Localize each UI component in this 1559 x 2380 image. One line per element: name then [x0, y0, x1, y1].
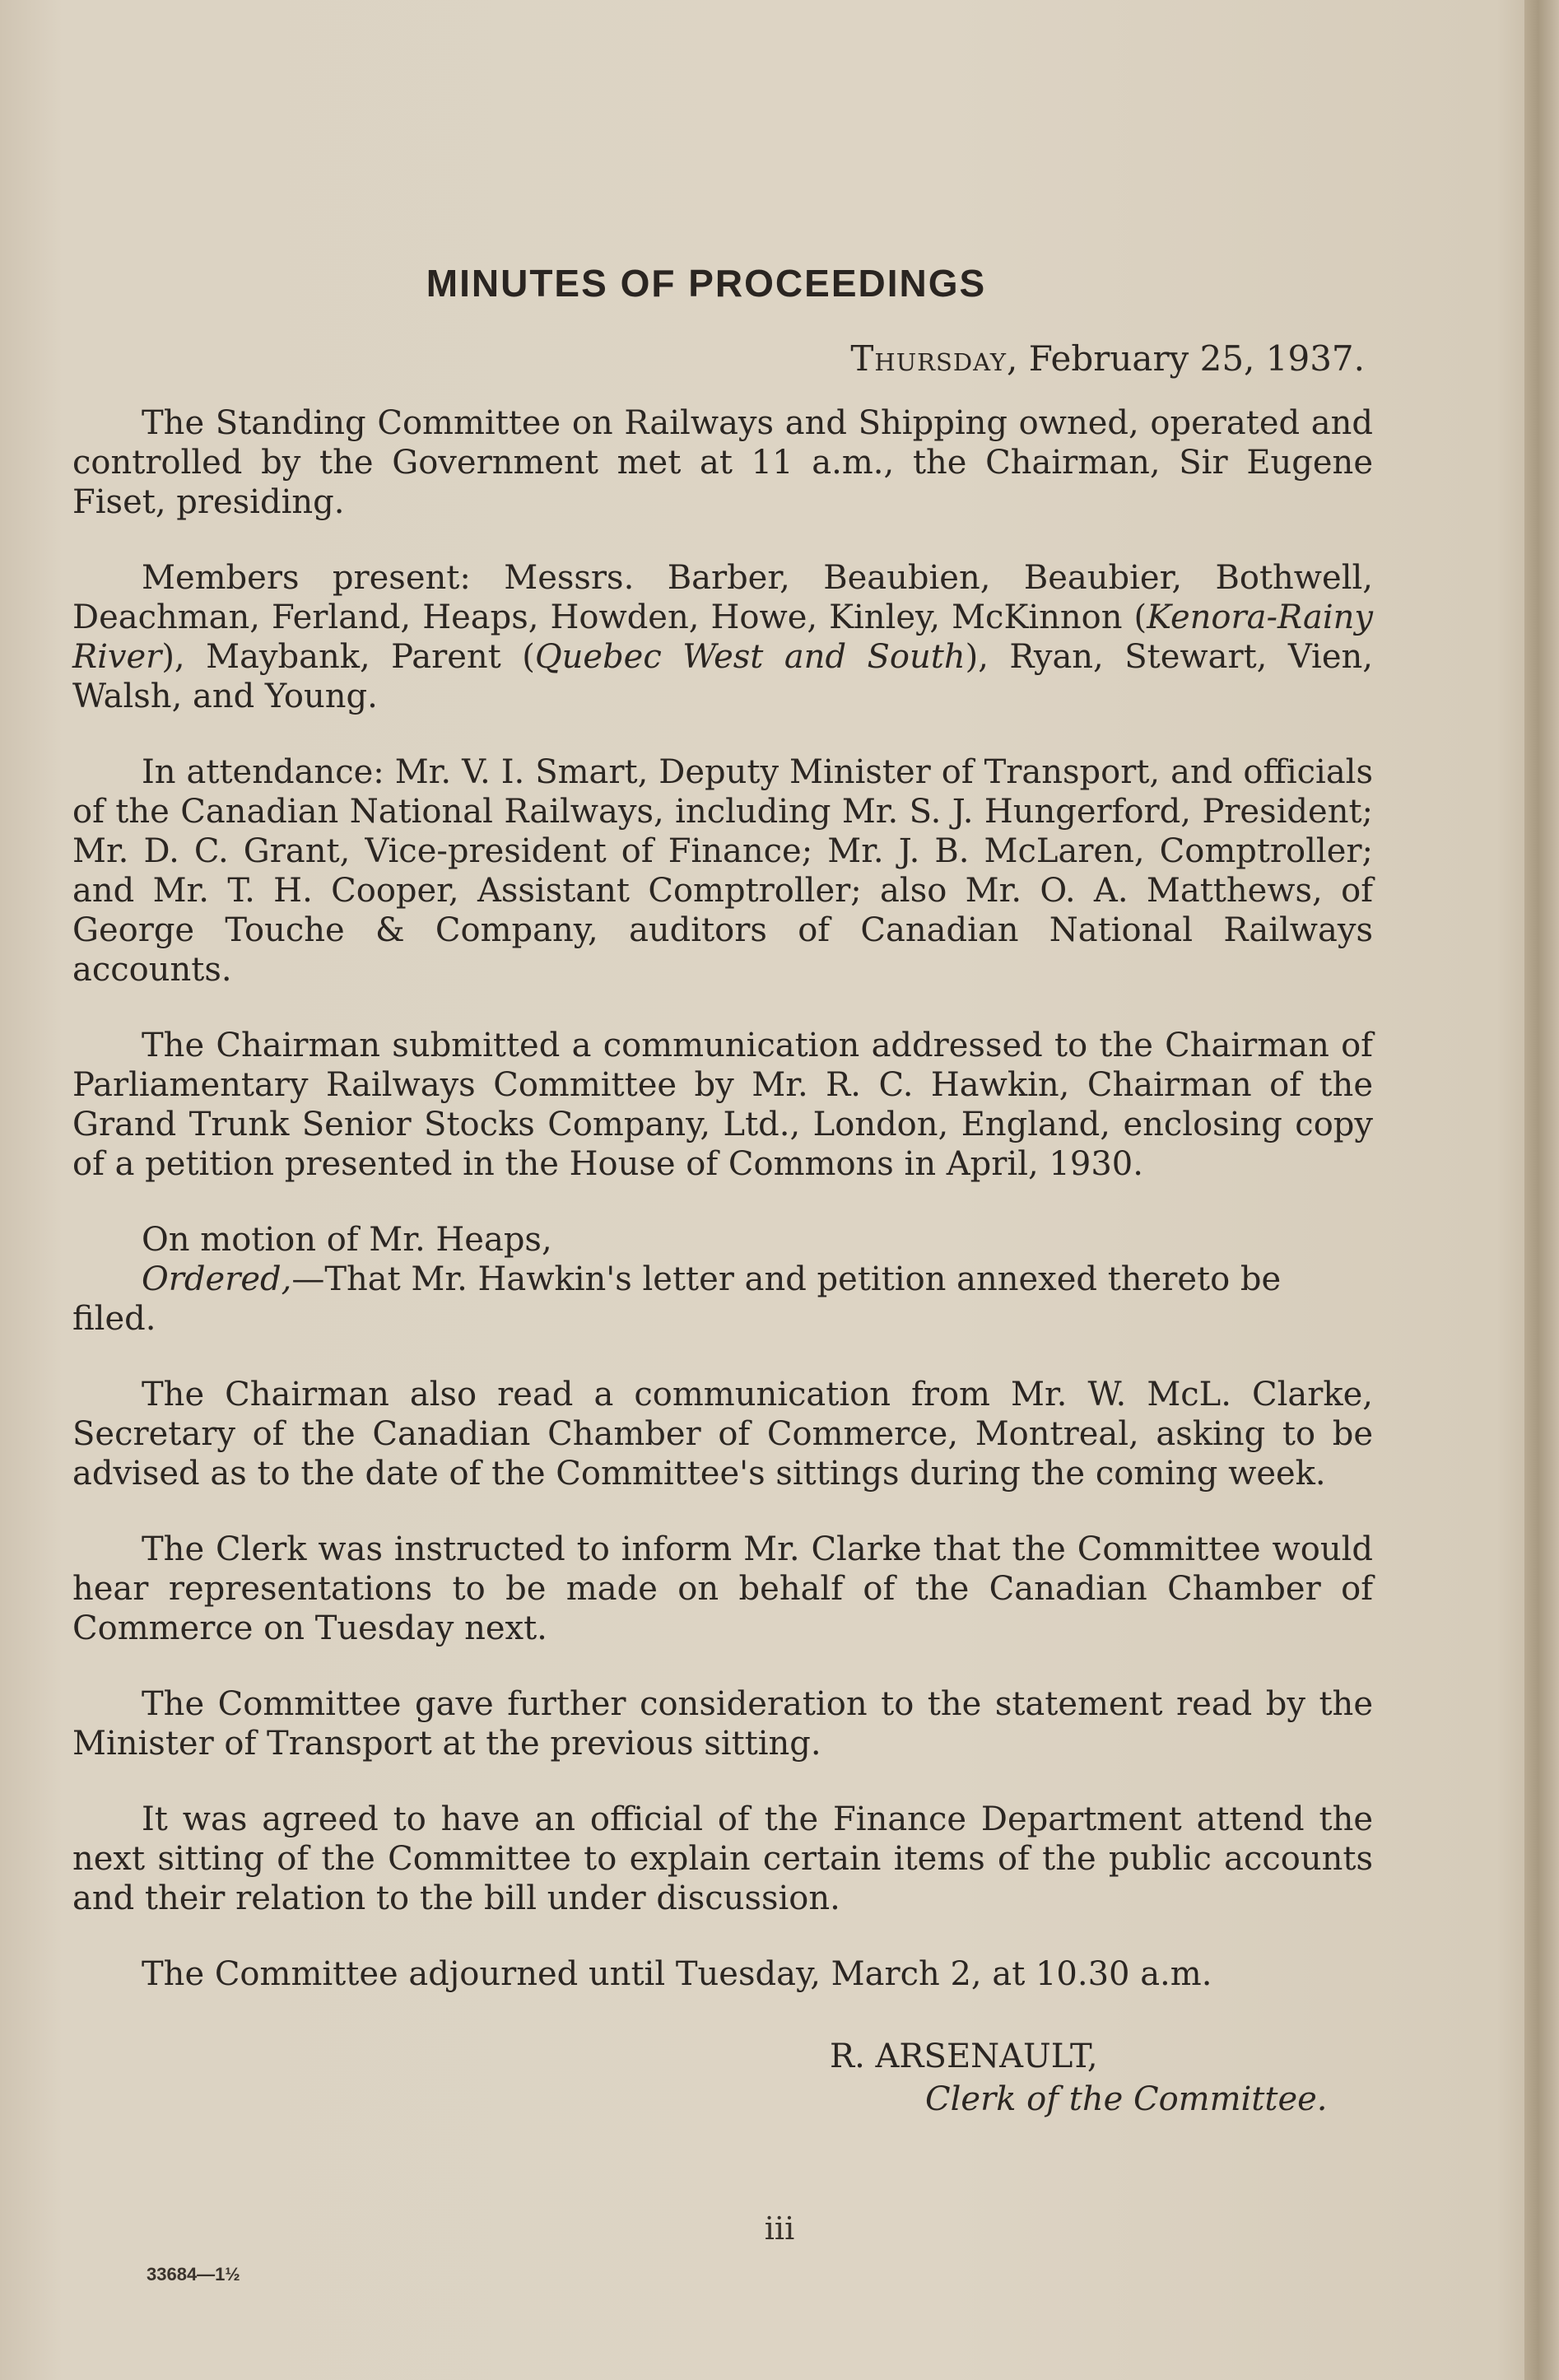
print-code: 33684—1½: [147, 2264, 240, 2285]
further-consideration-paragraph: The Committee gave further consideration to the statement read by the Minister of Transport at the previous sitting.: [72, 1685, 1373, 1763]
ordered-text: —That Mr. Hawkin's letter and petition annexed thereto be filed.: [72, 1260, 1282, 1338]
communication-paragraph: The Chairman submitted a communication addressed to the Chairman of Parliamentary Railways Committee by Mr. R. C. Hawkin, Chairman of the Grand Trunk Senior Stocks Company, Ltd., London, England, enclosing copy of a petition presented in the House of Commons in April, 1930.: [72, 1027, 1373, 1183]
signature-name: R. ARSENAULT,: [830, 2038, 1098, 2075]
date-weekday: Thursday: [850, 338, 1007, 379]
members-text-a: Members present: Messrs. Barber, Beaubien, Beaubier, Bothwell, Deachman, Ferland, Heaps, Howden, Howe, Kinley, McKinnon (: [72, 559, 1373, 636]
signature-role: Clerk of the Committee.: [925, 2080, 1328, 2118]
clarke-communication-paragraph: The Chairman also read a communication from Mr. W. McL. Clarke, Secretary of the Canadian Chamber of Commerce, Montreal, asking to be advised as to the date of the Committee's sittings during the coming week.: [72, 1376, 1373, 1493]
members-text-c: ), Maybank, Parent (: [161, 638, 535, 676]
members-riding-2: Quebec West and South: [534, 638, 966, 676]
ordered-line: [72, 1260, 1373, 1339]
date-rest: , February 25, 1937.: [1007, 338, 1365, 379]
agreed-paragraph: It was agreed to have an official of the Finance Department attend the next sitting of the Committee to explain certain items of the public accounts and their relation to the bill under discussion.: [72, 1800, 1373, 1917]
motion-line: On motion of Mr. Heaps,: [142, 1221, 552, 1259]
page-number: iii: [764, 2210, 795, 2247]
page-content: [72, 263, 1373, 2121]
members-riding-1: Kenora-Rainy River: [72, 598, 1373, 676]
adjourned-paragraph: The Committee adjourned until Tuesday, March 2, at 10.30 a.m.: [142, 1955, 1212, 1993]
signature-block: [72, 2035, 1373, 2121]
members-text-e: ), Ryan, Stewart, Vien, Walsh, and Young.: [72, 638, 1373, 715]
members-paragraph: [72, 558, 1373, 716]
ordered-label: Ordered,: [142, 1260, 292, 1298]
attendance-paragraph: In attendance: Mr. V. I. Smart, Deputy Minister of Transport, and officials of the Canadian National Railways, including Mr. S. J. Hungerford, President; Mr. D. C. Grant, Vice-president of Finance; Mr. J. B. McLaren, Comptroller; and Mr. T. H. Cooper, Assistant Comptroller; also Mr. O. A. Matthews, of George Touche & Company, auditors of Canadian National Railways accounts.: [72, 753, 1373, 989]
page-title: MINUTES OF PROCEEDINGS: [426, 262, 987, 305]
meeting-date: [72, 339, 1365, 379]
opening-paragraph: The Standing Committee on Railways and Shipping owned, operated and controlled by the Government met at 11 a.m., the Chairman, Sir Eugene Fiset, presiding.: [72, 404, 1373, 521]
binding-gutter: [1524, 0, 1559, 2380]
clerk-instructed-paragraph: The Clerk was instructed to inform Mr. Clarke that the Committee would hear representations to be made on behalf of the Canadian Chamber of Commerce on Tuesday next.: [72, 1530, 1373, 1647]
